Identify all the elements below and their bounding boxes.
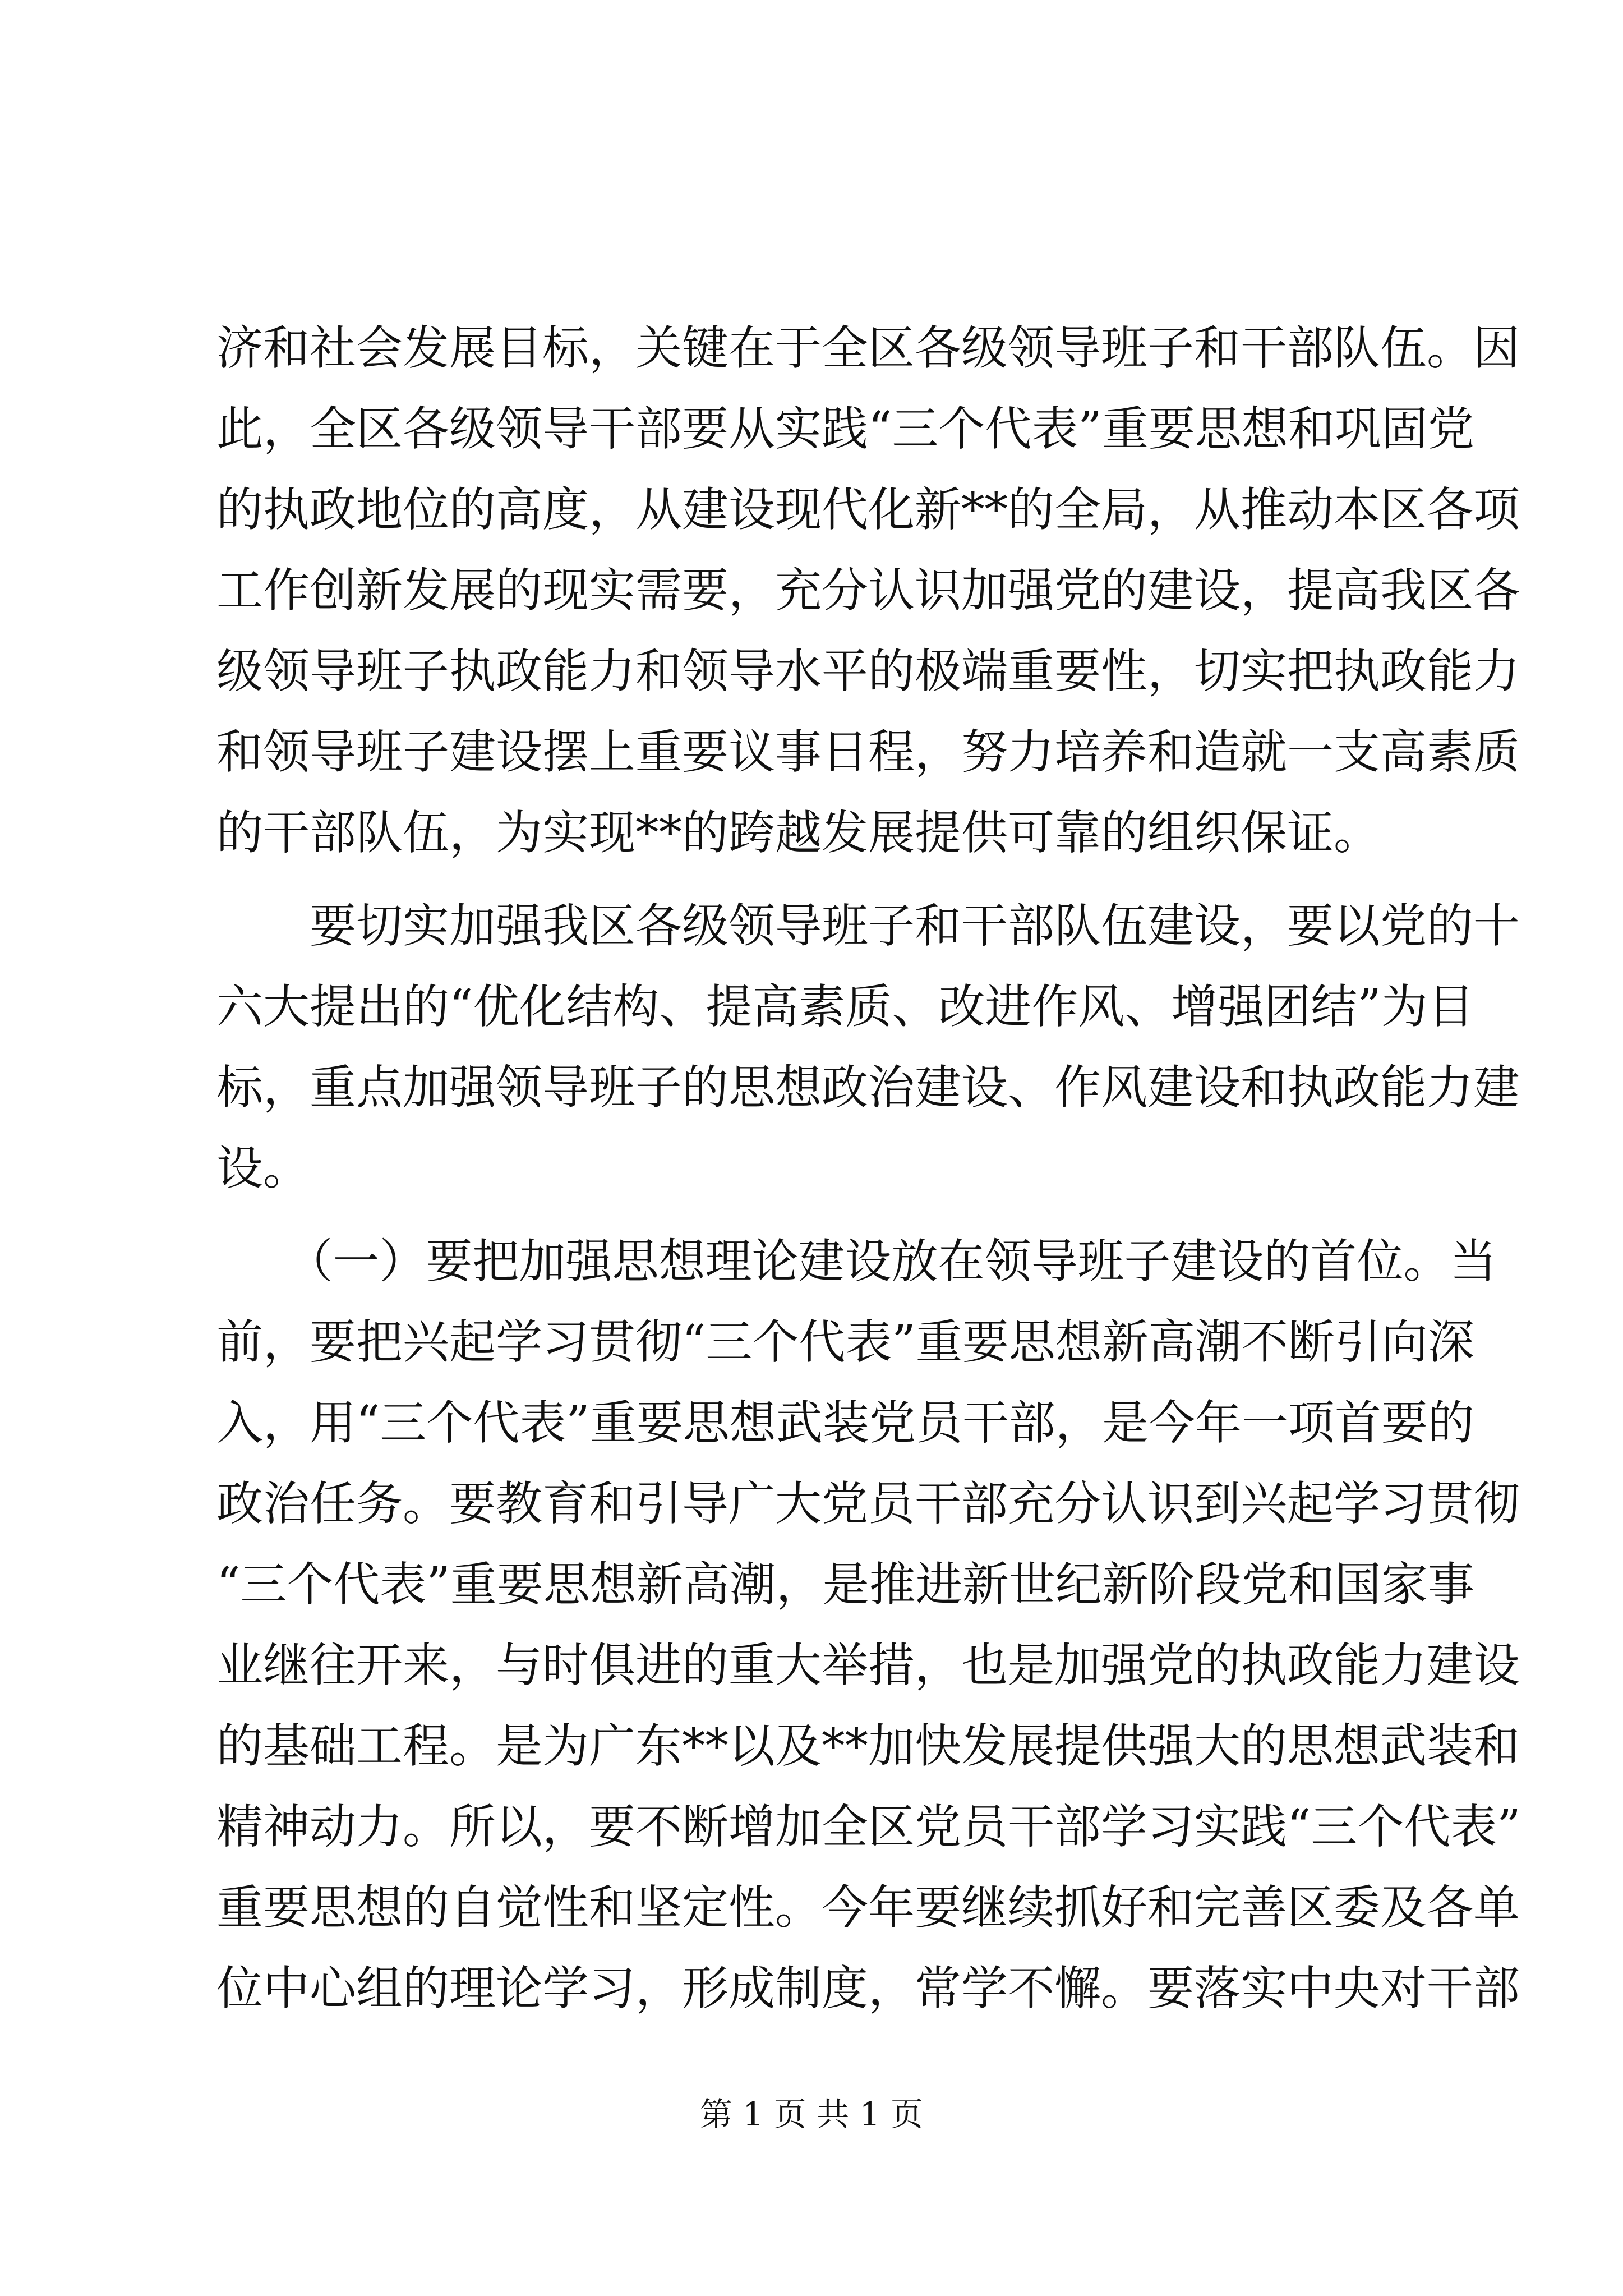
text-line-9: 六大提出的“优化结构、提高素质、改进作风、增强团结”为目 (216, 979, 1474, 1034)
text-line-8: 要切实加强我区各级领导班子和干部队伍建设，要以党的十 (216, 899, 1520, 953)
text-line-6: 和领导班子建设摆上重要议事日程，努力培养和造就一支高素质 (216, 725, 1520, 779)
text-line-17: 业继往开来，与时俱进的重大举措，也是加强党的执政能力建设 (216, 1638, 1520, 1692)
page-number-footer: 第 1 页 共 1 页 (700, 2095, 923, 2133)
text-line-5: 级领导班子执政能力和领导水平的极端重要性，切实把执政能力 (216, 644, 1520, 698)
text-line-4: 工作创新发展的现实需要，充分认识加强党的建设，提高我区各 (216, 563, 1520, 618)
text-line-21: 位中心组的理论学习，形成制度，常学不懈。要落实中央对干部 (216, 1961, 1520, 2016)
text-line-14: 入，用“三个代表”重要思想武装党员干部，是今年一项首要的 (216, 1396, 1474, 1450)
text-line-15: 政治任务。要教育和引导广大党员干部充分认识到兴起学习贯彻 (216, 1476, 1520, 1531)
text-line-10: 标，重点加强领导班子的思想政治建设、作风建设和执政能力建 (216, 1060, 1520, 1115)
text-line-2: 此，全区各级领导干部要从实践“三个代表”重要思想和巩固党 (216, 402, 1474, 456)
text-line-7: 的干部队伍，为实现**的跨越发展提供可靠的组织保证。 (216, 806, 1380, 860)
text-line-11: 设。 (216, 1141, 310, 1195)
text-line-1: 济和社会发展目标，关键在于全区各级领导班子和干部队伍。因 (216, 321, 1520, 375)
text-line-18: 的基础工程。是为广东**以及**加快发展提供强大的思想武装和 (216, 1719, 1520, 1773)
text-line-16: “三个代表”重要思想新高潮，是推进新世纪新阶段党和国家事 (216, 1557, 1474, 1612)
text-line-20: 重要思想的自觉性和坚定性。今年要继续抓好和完善区委及各单 (216, 1880, 1520, 1935)
text-line-19: 精神动力。所以，要不断增加全区党员干部学习实践“三个代表” (216, 1800, 1521, 1854)
text-line-3: 的执政地位的高度，从建设现代化新**的全局，从推动本区各项 (216, 482, 1520, 537)
text-line-12: （一）要把加强思想理论建设放在领导班子建设的首位。当 (216, 1234, 1497, 1289)
text-line-13: 前，要把兴起学习贯彻“三个代表”重要思想新高潮不断引向深 (216, 1315, 1474, 1369)
